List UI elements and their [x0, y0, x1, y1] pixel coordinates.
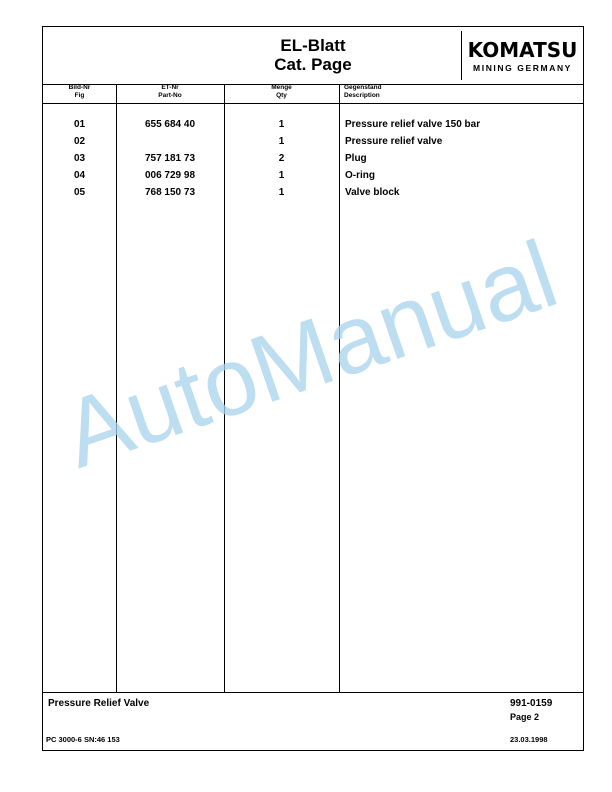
qty-cell: 1 — [278, 170, 285, 181]
description-cell: Valve block — [345, 187, 400, 198]
table-row — [43, 116, 583, 133]
footer-divider — [43, 692, 583, 693]
watermark: AutoManual — [50, 220, 570, 489]
column-header-divider — [43, 103, 583, 104]
machine-model: PC 3000-6 SN:46 153 — [46, 735, 120, 744]
logo-subtitle: MINING GERMANY — [473, 63, 572, 73]
fig-cell: 02 — [73, 136, 86, 147]
document-number: 991-0159 — [510, 698, 553, 709]
part-no-cell: 006 729 98 — [144, 170, 196, 181]
column-header-description-de: Gegenstand — [344, 84, 382, 91]
qty-cell: 2 — [278, 153, 285, 164]
column-header-description — [344, 84, 574, 103]
assembly-name: Pressure Relief Valve — [48, 698, 150, 709]
column-header-fig-de: Bild-Nr — [68, 84, 91, 91]
qty-cell: 1 — [278, 136, 285, 147]
description-cell: Plug — [345, 153, 367, 164]
column-header-part — [116, 84, 224, 103]
komatsu-logo — [461, 31, 583, 80]
part-no-cell: 757 181 73 — [144, 153, 196, 164]
fig-cell: 03 — [73, 153, 86, 164]
page-header — [43, 27, 583, 85]
fig-cell: 04 — [73, 170, 86, 181]
column-header-fig-en: Fig — [74, 92, 85, 99]
column-header-qty-de: Menge — [271, 84, 292, 91]
fig-cell: 01 — [73, 119, 86, 130]
fig-cell: 05 — [73, 187, 86, 198]
part-no-cell: 768 150 73 — [144, 187, 196, 198]
column-header-part-de: ET-Nr — [161, 84, 179, 91]
column-header-part-en: Part-No — [158, 92, 182, 99]
title-line-german: EL-Blatt — [280, 36, 346, 55]
qty-cell: 1 — [278, 119, 285, 130]
catalog-page-frame — [42, 26, 584, 751]
part-no-cell: 655 684 40 — [144, 119, 196, 130]
qty-cell: 1 — [278, 187, 285, 198]
table-row — [43, 150, 583, 167]
column-header-fig — [43, 84, 116, 103]
title-line-english: Cat. Page — [274, 55, 352, 74]
logo-wordmark: KOMATSU — [467, 38, 578, 62]
table-row — [43, 184, 583, 201]
table-row — [43, 133, 583, 150]
table-row — [43, 167, 583, 184]
issue-date: 23.03.1998 — [510, 735, 548, 744]
column-header-qty — [224, 84, 339, 103]
description-cell: Pressure relief valve 150 bar — [345, 119, 481, 130]
column-header-description-en: Description — [344, 92, 380, 99]
description-cell: Pressure relief valve — [345, 136, 443, 147]
column-header-qty-en: Qty — [276, 92, 287, 99]
description-cell: O-ring — [345, 170, 375, 181]
page-number: Page 2 — [510, 712, 540, 722]
